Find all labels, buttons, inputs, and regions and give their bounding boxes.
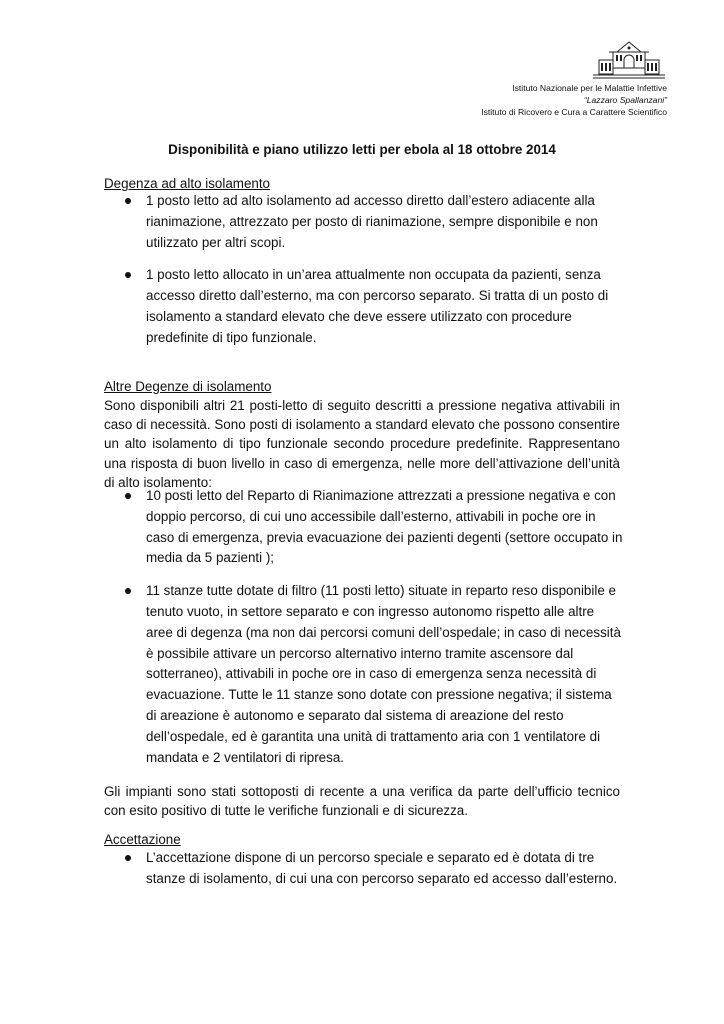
- institute-subname: “Lazzaro Spallanzani”: [583, 95, 667, 105]
- list-item: 10 posti letto del Reparto di Rianimazione attrezzati a pressione negativa e con doppio percorso, di cui uno accessibile dall’esterno, attivabili in poche ore in caso di emergenza, previa evacuazione dei pazienti degenti (settore occupato in media da 5 pazienti );: [104, 486, 624, 569]
- section-heading-high-isolation: Degenza ad alto isolamento: [104, 176, 271, 191]
- other-isolation-list: [104, 486, 624, 768]
- institute-header: [457, 38, 667, 118]
- bullet-icon: [125, 198, 131, 204]
- high-isolation-list: [104, 191, 624, 349]
- other-isolation-intro: Sono disponibili altri 21 posti-letto di seguito descritti a pressione negativa attivabili in caso di necessità. Sono posti di isolamento a standard elevato che possono consentire un alto isolamento di tipo funzionale secondo procedure predefinite. Rappresentano una risposta di buon livello in caso di emergenza, nelle more dell’attivazione dell’unità di alto isolamento:: [104, 398, 620, 490]
- bullet-icon: [125, 493, 131, 499]
- section-heading-acceptance: Accettazione: [104, 832, 181, 847]
- section-heading-other-isolation: Altre Degenze di isolamento: [104, 379, 272, 394]
- institute-name: Istituto Nazionale per le Malattie Infettive: [512, 83, 667, 93]
- acceptance-list: [104, 848, 624, 890]
- list-item: L’accettazione dispone di un percorso speciale e separato ed è dotata di tre stanze di isolamento, di cui una con percorso separato ed accesso dall’esterno.: [104, 848, 624, 890]
- list-item: 11 stanze tutte dotate di filtro (11 posti letto) situate in reparto reso disponibile e tenuto vuoto, in settore separato e con ingresso autonomo rispetto alle altre aree di degenza (ma non dai percorsi comuni dell’ospedale; in caso di necessità è possibile attivare un percorso alternativo interno tramite ascensore dal sotterraneo), attivabili in poche ore in caso di emergenza senza necessità di evacuazione. Tutte le 11 stanze sono dotate con pressione negativa; il sistema di areazione è autonomo e separato dal sistema di areazione del resto dell’ospedale, ed è garantita una unità di trattamento aria con 1 ventilatore di mandata e 2 ventilatori di ripresa.: [104, 581, 624, 768]
- bullet-icon: [125, 272, 131, 278]
- systems-check-paragraph: Gli impianti sono stati sottoposti di recente a una verifica da parte dell’ufficio tecnico con esito positivo di tutte le verifiche funzionali e di sicurezza.: [104, 784, 620, 819]
- document-title: Disponibilità e piano utilizzo letti per ebola al 18 ottobre 2014: [168, 142, 556, 157]
- institute-description: Istituto di Ricovero e Cura a Carattere Scientifico: [481, 107, 667, 117]
- bullet-icon: [125, 588, 131, 594]
- institute-building-logo: [591, 38, 667, 82]
- bullet-icon: [125, 855, 131, 861]
- list-item: 1 posto letto allocato in un’area attualmente non occupata da pazienti, senza accesso diretto dall’esterno, ma con percorso separato. Si tratta di un posto di isolamento a standard elevato che deve essere utilizzato con procedure predefinite di tipo funzionale.: [104, 265, 624, 348]
- list-item: 1 posto letto ad alto isolamento ad accesso diretto dall’estero adiacente alla rianimazione, attrezzato per posto di rianimazione, sempre disponibile e non utilizzato per altri scopi.: [104, 191, 624, 253]
